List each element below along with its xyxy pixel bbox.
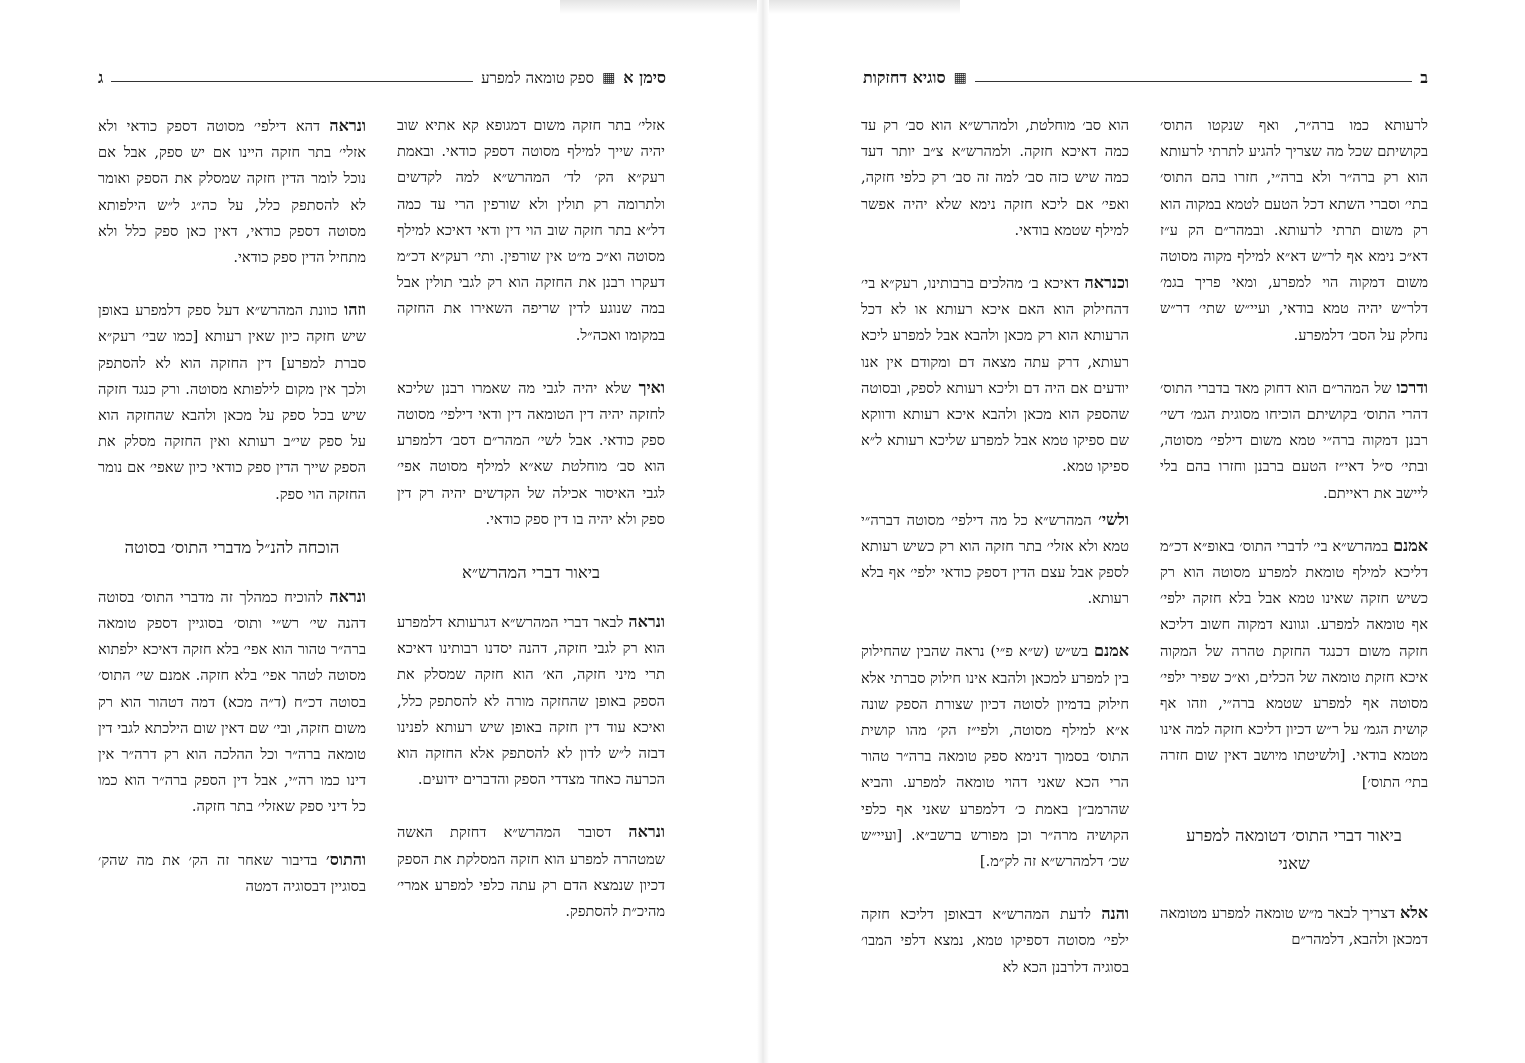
paragraph-lead-word: והנה [1101, 904, 1129, 924]
paragraph-text: כוונת המהרש״א דעל ספק דלמפרע באופן שיש חזקה כיון שאין רעותא [כמו שבי׳ רעק״א סברת למפרע] דין החזקה הוא לא להסתפק ולכך אין מקום לילפותא מסוטה. ורק כנגד חזקה שיש בכל ספק על מכאן ולהבא שהחזקה הוא על ספק שי״ב רעותא ואין החזקה מסלק את הספק שייך הדין ספק כודאי כיון שאפי׳ אם נומר החזקה הוי ספק. [98, 302, 366, 503]
page-number: ג [98, 68, 104, 87]
ornament-icon: ▦ [953, 70, 967, 86]
paragraph-text: דצריך לבאר מ״ש טומאה למפרע מטומאה דמכאן ולהבא, דלמהר״ם [1160, 904, 1428, 949]
paragraph-text: דהא דילפי׳ מסוטה דספק כודאי ולא אזלי׳ בתר חזקה היינו אם יש ספק, אבל אם נוכל לומר הדין חזקה שמסלק את הספק ואומר לא להסתפק כלל, על כה״ג ל״ש הילפותא מסוטה דספק כודאי, דאין כאן ספק כלל ולא מתחיל הדין ספק כודאי. [98, 118, 366, 267]
left-page-header [98, 64, 666, 92]
paragraph-lead-word: ודרכו [1396, 377, 1428, 397]
paragraph [98, 584, 366, 821]
paragraph-text: של המהר״ם הוא דחוק מאד בדברי התוס׳ דהרי התוס׳ בקושיתם הוכיחו מסוגית הגמ׳ דשי׳ רבנן דמקוה ברה״י טמא משום דילפי׳ מסוטה, ובתי׳ ס״ל דאי״ז הטעם ברבנן וחזרו בהם בלי ליישב את ראייתם. [1160, 379, 1428, 502]
running-topic: ספק טומאה למפרע [481, 68, 595, 87]
paragraph [861, 507, 1129, 613]
paragraph-lead-word: ואיך [638, 377, 665, 397]
right-page-right-column [1160, 113, 1428, 983]
paragraph-text: בדיבור שאחר זה הק׳ את מה שהק׳ בסוגיין דבסוגיה דמטה [98, 851, 366, 895]
left-page-left-column [98, 113, 366, 983]
left-page-right-column [397, 113, 665, 983]
paragraph [1160, 900, 1428, 953]
paragraph-text: בש״ש (ש״א פ״י) נראה שהבין שהחילוק בין למפרע למכאן ולהבא אינו חילוק סברתי אלא חילוק בדמיון לסוטה דכיון שצורת הספק שונה א״א למילף מסוטה, ולפי״ז הק׳ מהו קושית התוס׳ בסמוך דנימא ספק טומאה ברה״ר טהור הרי הכא שאני דהוי טומאה למפרע. והביא שהרמב״ן באמת כ׳ דלמפרע שאני אף כלפי הקושיה מרה״ר וכן מפורש ברשב״א. [ועיי״ש שכ׳ דלמהרש״א זה לק״מ.] [861, 643, 1129, 871]
paragraph-lead-word: ולשי׳ [1098, 509, 1129, 529]
paragraph-lead-word: וזהו [344, 300, 366, 320]
paragraph-text: דסובר המהרש״א דחזקת האשה שמטהרה למפרע הוא חזקה המסלקת את הספק דכיון שנמצא הדם רק עתה כלפי למפרע אמרי׳ מהיכ״ת להסתפק. [397, 824, 665, 921]
paragraph [397, 609, 665, 793]
paragraph-text: אזלי׳ בתר חזקה משום דמגופא קא אתיא שוב יהיה שייך למילף מסוטה דספק כודאי. ובאמת רעק״א הק׳ לד׳ המהרש״א למה לקדשים ולתרומה רק תולין ולא שורפין הרי עד כמה דל״א בתר חזקה שוב הוי דין ודאי דאיכא למילף מסוטה וא״כ מ״ט אין שורפין. ותי׳ רעק״א דכ״מ דעקרו רבנן את החזקה הוא רק לגבי תולין אבל במה שנוגע לדין שריפה השאירו את החזקה במקומו ואכה״ל. [397, 117, 665, 344]
paragraph-lead-word: ונראה [329, 586, 366, 606]
paragraph-text: דאיכא ב׳ מהלכים ברבותינו, רעק״א בי׳ דהחילוק הוא האם איכא רעותא או לא דכל הרעותא הוא רק מכאן ולהבא אבל למפרע ליכא רעותא, דרק עתה מצאה דם ומקודם אין אנו יודעים אם היה דם וליכא רעותא לספק, ובסוטה שהספק הוא מכאן ולהבא איכא רעותא ודווקא שם ספיקו טמא אבל למפרע שליכא רעותא ל״א ספיקו טמא. [861, 275, 1129, 476]
paragraph-text: המהרש״א כל מה דילפי׳ מסוטה דברה״י טמא ולא אזלי׳ בתר חזקה הוא רק כשיש רעותא לספק אבל עצם הדין דספק כודאי ילפי׳ אף בלא רעותא. [861, 511, 1129, 608]
left-page [0, 0, 762, 1063]
paragraph-lead-word: והתוס׳ [326, 849, 366, 869]
paragraph [861, 113, 1129, 244]
right-page-left-column [861, 113, 1129, 983]
ornament-icon: ▦ [602, 70, 616, 86]
paragraph-lead-word: אמנם [1393, 535, 1428, 555]
paragraph-lead-word: ונראה [329, 116, 366, 135]
paragraph [397, 375, 665, 533]
paragraph [98, 847, 366, 900]
section-heading: הוכחה להנ״ל מדברי התוס׳ בסוטה [124, 537, 340, 557]
paragraph-text: לבאר דברי המהרש״א דגרעותא דלמפרע הוא רק לגבי חזקה, דהנה יסדנו רבותינו דאיכא תרי מיני חזקה, הא׳ הוא חזקה שמסלק את הספק באופן שהחזקה מורה לא להסתפק כלל, ואיכא עוד דין חזקה באופן שיש רעותא לפנינו דבזה ל״ש לדון לא להסתפק אלא החזקה הוא הכרעה כאחד מצדדי הספק והדברים ידועים. [397, 614, 665, 789]
paragraph-text: לדעת המהרש״א דבאופן דליכא חזקה ילפי׳ מסוטה דספיקו טמא, נמצא דלפי המבו׳ בסוגיה דלרבנן הכא לא [861, 906, 1129, 976]
paragraph-text: במהרש״א בי׳ לדברי התוס׳ באופ״א דכ״מ דליכא למילף טומאת למפרע מסוטה הוא רק כשיש חזקה שאינו טמא אבל בלא חזקה ילפי׳ אף טומאה למפרע. וגוונא דמקוה חשוב דליכא חזקה משום דכנגד החזקת טהרה של המקוה איכא חזקת טומאה של הכלים, וא״כ שפיר ילפי׳ מסוטה אף למפרע שטמא ברה״י, וזהו אף קושית הגמ׳ על ר״ש דכיון דליכא חזקה למה אינו מטמא בודאי. [ולשיטתו מיושב דאין שום חזרה בתי׳ התוס׳] [1160, 537, 1428, 791]
header-rule [975, 81, 1412, 82]
paragraph [98, 297, 366, 508]
paragraph-text: הוא סב׳ מוחלטת, ולמהרש״א הוא סב׳ רק עד כמה דאיכא חזקה. ולמהרש״א צ״ב יותר דעד כמה שיש כזה סב׳ למה זה סב׳ רק כלפי חזקה, ואפי׳ אם ליכא חזקה נימא שלא יהיה אפשר למילף שטמא בודאי. [861, 117, 1129, 239]
section-heading: ביאור דברי התוס׳ דטומאה למפרע שאני [1186, 825, 1402, 873]
paragraph-lead-word: אמנם [1094, 641, 1129, 661]
paragraph [98, 113, 366, 271]
paragraph-lead-word: אלא [1399, 902, 1428, 922]
paragraph [1160, 113, 1428, 349]
right-page-header [863, 64, 1428, 92]
paragraph [861, 270, 1129, 481]
paragraph-lead-word: ונראה [628, 822, 665, 842]
section-heading: ביאור דברי המהרש״א [461, 563, 601, 583]
paragraph [1160, 533, 1428, 796]
paragraph [397, 819, 665, 925]
paragraph [861, 638, 1129, 875]
paragraph-lead-word: ונראה [628, 612, 665, 632]
paragraph-lead-word: וכנראה [1084, 273, 1129, 293]
running-title: סוגיא דחזקות [863, 68, 946, 87]
paragraph-text: שלא יהיה לגבי מה שאמרו רבנן שליכא לחזקה יהיה דין הטומאה דין ודאי דילפי׳ מסוטה ספק כודאי. אבל לשי׳ המהר״ם דסב׳ דלמפרע הוא סב׳ מוחלטת שא״א למילף מסוטה אפי׳ לגבי האיסור אכילה של הקדשים יהיה רק דין ספק ולא יהיה בו דין ספק כודאי. [397, 379, 665, 528]
header-rule [111, 81, 473, 82]
paragraph [861, 901, 1129, 981]
paragraph [397, 113, 665, 349]
paragraph-text: לרעותא כמו ברה״ר, ואף שנקטו התוס׳ בקושיתם שכל מה שצריך להגיע לתרתי לרעותא הוא רק ברה״ר ולא ברה״י, חזרו בהם התוס׳ בתי׳ וסברי השתא דכל הטעם לטמא במקוה הוא רק משום תרתי לרעותא. ובמהר״ם הק ע״ז דא״כ נימא אף לר״ש דא״א למילף מקוה מסוטה משום דמקוה הוי למפרע, ומאי פריך בגמ׳ דלר״ש יהיה טמא בודאי, ועיי״ש שתי׳ דר״ש נחלק על הסב׳ דלמפרע. [1160, 117, 1428, 344]
chapter-label: סימן א [623, 68, 666, 87]
right-page [763, 0, 1525, 1063]
paragraph [1160, 375, 1428, 507]
page-number: ב [1420, 68, 1428, 87]
paragraph-text: להוכיח כמהלך זה מדברי התוס׳ בסוטה דהנה שי׳ רש״י ותוס׳ בסוגיין דספק טומאה ברה״ר טהור הוא אפי׳ בלא חזקה דאיכא ילפתוא מסוטה לטהר אפי׳ בלא חזקה. אמנם שי׳ התוס׳ בסוטה דכ״ח (ד״ה מכא) דמה דטהור הוא רק משום חזקה, ובי׳ שם דאין שום הילכתא לגבי דין טומאה ברה״ר וכל ההלכה הוא רק דרה״ר אין דינו כמו רה״י, אבל דין הספק ברה״ר הוא כמו כל דיני ספק שאזלי׳ בתר חזקה. [98, 588, 366, 816]
